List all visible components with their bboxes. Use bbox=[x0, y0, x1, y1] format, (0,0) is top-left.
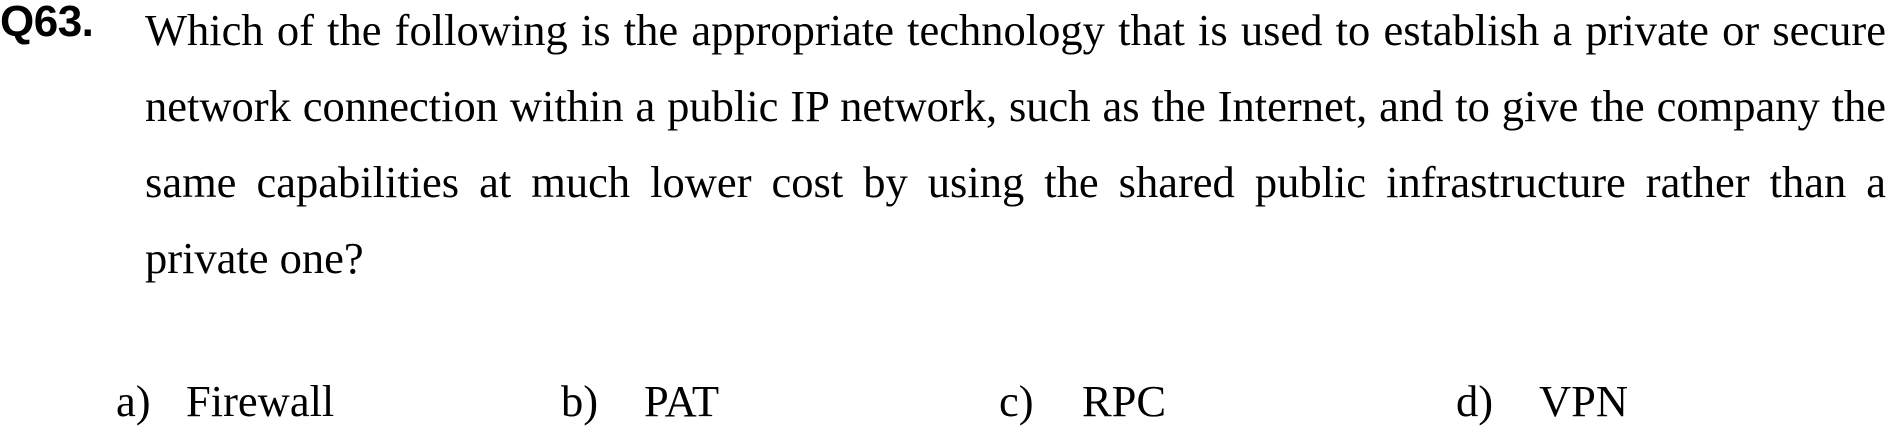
option-a-text: Firewall bbox=[186, 376, 335, 426]
option-a[interactable] bbox=[116, 363, 334, 439]
option-b[interactable] bbox=[561, 363, 719, 439]
option-d[interactable] bbox=[1456, 363, 1628, 439]
question-text: Which of the following is the appropriate technology that is used to establish a private or secure network connection within a public IP network, such as the Internet, and to give the company the same capabilities at much lower cost by using the shared public infrastructure rather than a private one? bbox=[145, 5, 1886, 283]
question-number: Q63. bbox=[0, 0, 94, 46]
option-c-text: RPC bbox=[1082, 376, 1167, 426]
option-d-label: d) bbox=[1456, 376, 1494, 426]
option-a-label: a) bbox=[116, 376, 151, 426]
option-c[interactable] bbox=[999, 363, 1166, 439]
option-d-text: VPN bbox=[1539, 376, 1629, 426]
option-b-text: PAT bbox=[644, 376, 720, 426]
option-b-label: b) bbox=[561, 376, 599, 426]
option-c-label: c) bbox=[999, 376, 1034, 426]
